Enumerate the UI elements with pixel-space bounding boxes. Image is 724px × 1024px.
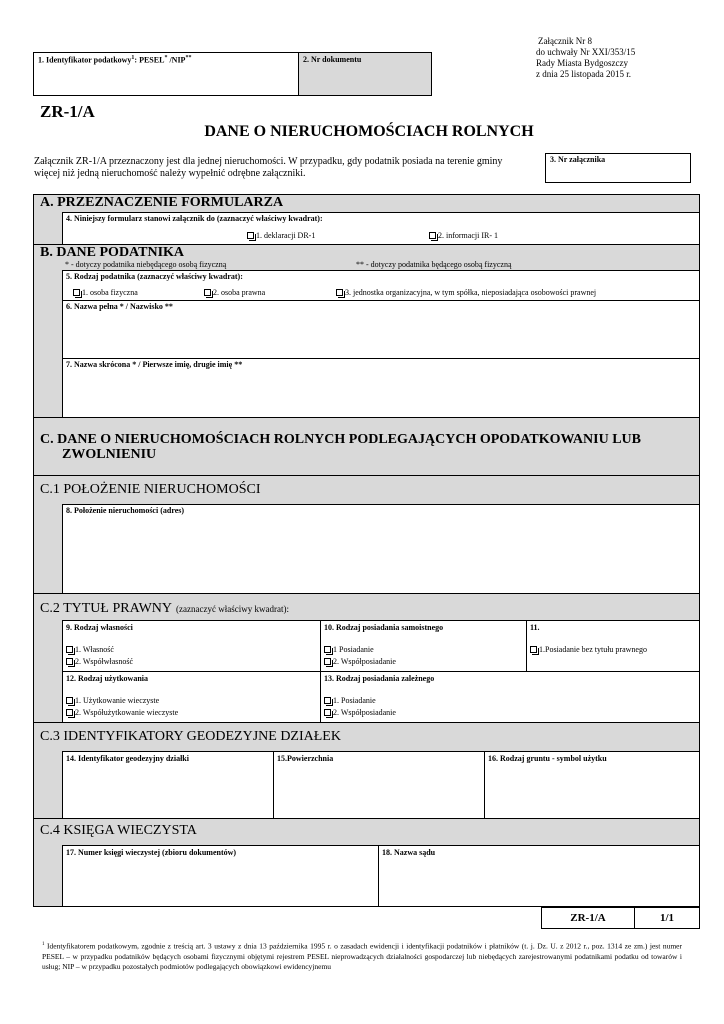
field5-label: 5. Rodzaj podatnika (zaznaczyć właściwy kwadrat):: [66, 272, 243, 281]
checkbox-icon[interactable]: [66, 697, 73, 704]
field16-label: 16. Rodzaj gruntu - symbol użytku: [488, 754, 607, 763]
attachment-note-line: do uchwały Nr XXI/353/15: [536, 47, 636, 57]
footer-form-code: ZR-1/A: [570, 912, 606, 924]
checkbox-icon[interactable]: [204, 289, 211, 296]
attachment-note-line: z dnia 25 listopada 2015 r.: [536, 69, 631, 79]
field18-box[interactable]: [378, 845, 699, 906]
field9-option-coownership[interactable]: 2. Współwłasność: [66, 657, 133, 666]
field18-label: 18. Nazwa sądu: [382, 848, 436, 857]
checkbox-icon[interactable]: [324, 658, 331, 665]
field15-box[interactable]: [273, 751, 484, 818]
field5-option-person[interactable]: 1. osoba fizyczna: [73, 288, 138, 297]
attachment-note-line: Załącznik Nr 8: [538, 36, 592, 46]
field7-box[interactable]: [62, 358, 699, 417]
field9-label: 9. Rodzaj własności: [66, 623, 133, 632]
field12-box: [62, 671, 320, 722]
section-c: [34, 418, 699, 476]
document-number-label: 2. Nr dokumentu: [303, 55, 362, 64]
footnote: [42, 940, 682, 972]
section-b: [34, 245, 699, 418]
field14-label: 14. Identyfikator geodezyjny działki: [66, 754, 189, 763]
field16-box[interactable]: [484, 751, 699, 818]
field10-label: 10. Rodzaj posiadania samoistnego: [324, 623, 444, 632]
field8-box[interactable]: [62, 504, 699, 593]
attachment-number-label: 3. Nr załącznika: [550, 155, 606, 164]
field13-label: 13. Rodzaj posiadania zależnego: [324, 674, 435, 683]
checkbox-icon[interactable]: [429, 232, 436, 239]
section-b-title: B. DANE PODATNIKA: [40, 245, 185, 260]
footnote-marker: 1: [42, 942, 45, 947]
section-c4-title: C.4 KSIĘGA WIECZYSTA: [40, 823, 197, 838]
checkbox-icon[interactable]: [66, 658, 73, 665]
field12-label: 12. Rodzaj użytkowania: [66, 674, 149, 683]
field5-option-organization[interactable]: 3. jednostka organizacyjna, w tym spółka, nieposiadająca osobowości prawnej: [336, 288, 596, 297]
field14-box[interactable]: [62, 751, 273, 818]
field7-label: 7. Nazwa skrócona * / Pierwsze imię, drugie imię **: [66, 360, 243, 369]
field11-option-no-title[interactable]: 1.Posiadanie bez tytułu prawnego: [530, 645, 647, 654]
field17-box[interactable]: [62, 845, 378, 906]
footer-page-number: 1/1: [659, 912, 675, 924]
field6-label: 6. Nazwa pełna * / Nazwisko **: [66, 302, 173, 311]
field12-option-joint-perpetual-use[interactable]: 2. Współużytkowanie wieczyste: [66, 708, 178, 717]
form-code: ZR-1/A: [40, 102, 95, 121]
attachment-number-field[interactable]: [545, 153, 691, 183]
document-number-field: [298, 52, 432, 96]
section-c4: [34, 819, 699, 906]
field4-box: [62, 212, 699, 244]
identifier-field-label: 1. Identyfikator podatkowy$^1$: PESEL* /NIP**: [38, 55, 192, 65]
field9-box: [62, 620, 320, 671]
checkbox-icon[interactable]: [336, 289, 343, 296]
section-b-note-person: ** - dotyczy podatnika będącego osobą fizyczną: [356, 260, 512, 269]
section-c2-title-text: C.2 TYTUŁ PRAWNY: [40, 601, 173, 616]
checkbox-icon[interactable]: [530, 646, 537, 653]
section-c3-title: C.3 IDENTYFIKATORY GEODEZYJNE DZIAŁEK: [40, 729, 341, 744]
footnote-text: Identyfikatorem podatkowym, zgodnie z treścią art. 3 ustawy z dnia 13 października 1995 r. o zasadach ewidencji i identyfikacji podatników i płatników (t. j. Dz. U. z 2012 r., poz. 1314 ze zm.) jest numer PESEL – w przypadku podatników będących osobami fizycznymi objętymi rejestrem PESEL nieprowadzących działalności gospodarczej lub niebędących zarejestrowanymi podatnikami podatku od towarów i usług; NIP – w przypadku pozostałych podmiotów podlegających obowiązkowi ewidencyjnemu: [42, 941, 682, 971]
field9-option-ownership[interactable]: 1. Własność: [66, 645, 114, 654]
field4-label: 4. Niniejszy formularz stanowi załącznik do (zaznaczyć właściwy kwadrat):: [66, 214, 323, 223]
field4-option-dr1[interactable]: 1. deklaracji DR-1: [247, 231, 315, 240]
checkbox-icon[interactable]: [73, 289, 80, 296]
identifier-field[interactable]: [33, 52, 299, 96]
field13-option-copossession[interactable]: 2. Współposiadanie: [324, 708, 396, 717]
section-b-note-nonperson: * - dotyczy podatnika niebędącego osobą fizyczną: [65, 260, 227, 269]
section-a-title: A. PRZEZNACZENIE FORMULARZA: [40, 195, 284, 210]
section-c3: [34, 723, 699, 819]
field11-label: 11.: [530, 623, 540, 632]
section-c2-title: [40, 599, 289, 617]
field11-box: [526, 620, 699, 671]
section-a: [34, 195, 699, 245]
checkbox-icon[interactable]: [66, 646, 73, 653]
section-c2: [34, 594, 699, 723]
section-c-title-line: C. DANE O NIERUCHOMOŚCIACH ROLNYCH PODLEGAJĄCYCH OPODATKOWANIU LUB: [40, 432, 641, 447]
field8-label: 8. Położenie nieruchomości (adres): [66, 506, 185, 515]
field13-box: [320, 671, 699, 722]
field5-box: [62, 270, 699, 300]
footer-code-box: [541, 907, 700, 929]
checkbox-icon[interactable]: [324, 646, 331, 653]
checkbox-icon[interactable]: [247, 232, 254, 239]
section-c-title-line: ZWOLNIENIU: [62, 447, 157, 462]
intro-text: Załącznik ZR-1/A przeznaczony jest dla jednej nieruchomości. W przypadku, gdy podatnik posiada na terenie gminy więcej niż jedną nieruchomość należy wypełnić odrębne załączniki.: [34, 156, 503, 179]
field15-label: 15.Powierzchnia: [277, 754, 334, 763]
field10-option-copossession[interactable]: 2. Współposiadanie: [324, 657, 396, 666]
attachment-note-line: Rady Miasta Bydgoszczy: [536, 58, 628, 68]
checkbox-icon[interactable]: [324, 709, 331, 716]
field10-option-possession[interactable]: 1 Posiadanie: [324, 645, 374, 654]
section-c1-title: C.1 POŁOŻENIE NIERUCHOMOŚCI: [40, 482, 261, 497]
field12-option-perpetual-use[interactable]: 1. Użytkowanie wieczyste: [66, 696, 159, 705]
field4-option-ir1[interactable]: 2. informacji IR- 1: [429, 231, 498, 240]
checkbox-icon[interactable]: [66, 709, 73, 716]
section-c-title: [40, 432, 641, 462]
attachment-note: [536, 36, 706, 80]
field13-option-possession[interactable]: 1. Posiadanie: [324, 696, 376, 705]
field17-label: 17. Numer księgi wieczystej (zbioru dokumentów): [66, 848, 237, 857]
checkbox-icon[interactable]: [324, 697, 331, 704]
section-c1: [34, 476, 699, 594]
section-c2-hint: (zaznaczyć właściwy kwadrat):: [176, 604, 289, 614]
field10-box: [320, 620, 526, 671]
page-title: DANE O NIERUCHOMOŚCIACH ROLNYCH: [204, 123, 534, 140]
field5-option-legal[interactable]: 2. osoba prawna: [204, 288, 265, 297]
field6-box[interactable]: [62, 300, 699, 358]
